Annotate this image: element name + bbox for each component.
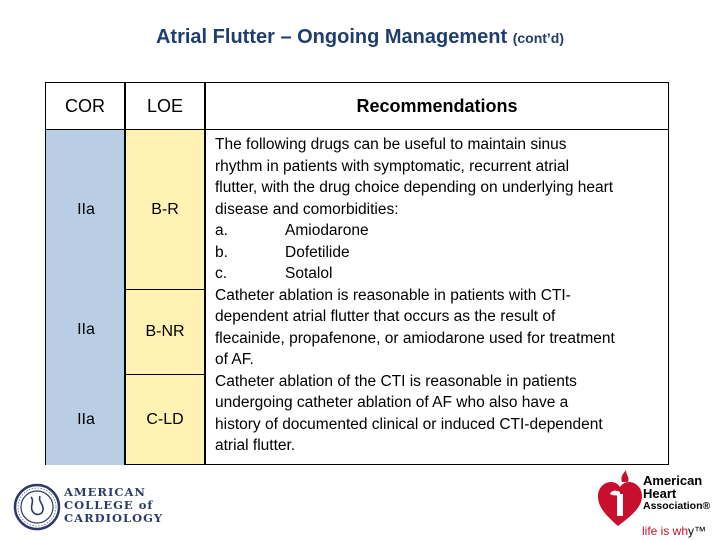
- recommendations-column: [205, 82, 669, 465]
- cor-cell-2: IIa: [77, 321, 95, 338]
- acc-wordmark: [64, 486, 163, 525]
- header-recommendations: Recommendations: [205, 82, 669, 130]
- drug-letter: a.: [215, 222, 228, 239]
- rec3-line: undergoing catheter ablation of AF who also have a: [215, 394, 569, 411]
- loe-cell-1: B-R: [125, 130, 205, 290]
- aha-line2: Heart: [643, 486, 677, 501]
- rec1-line: rhythm in patients with symptomatic, recurrent atrial: [215, 157, 570, 175]
- drug-name: Sotalol: [285, 265, 333, 282]
- aha-tagline: [642, 524, 706, 538]
- drug-item-c: [215, 263, 667, 285]
- cor-column: [45, 130, 125, 465]
- loe-column: [125, 130, 205, 465]
- acc-line1: AMERICAN: [64, 485, 146, 499]
- drug-item-a: [215, 220, 667, 242]
- title-main: Atrial Flutter – Ongoing Management: [155, 26, 513, 48]
- acc-line3: CARDIOLOGY: [64, 511, 164, 525]
- header-loe: LOE: [125, 82, 205, 130]
- aha-tag-life: life is wh: [642, 524, 689, 538]
- title-suffix: (cont’d): [512, 30, 565, 46]
- aha-line1: American: [643, 473, 703, 488]
- cor-cell-1: IIa: [77, 201, 95, 218]
- rec1-line: disease and comorbidities:: [215, 200, 399, 218]
- page-title: [0, 26, 720, 49]
- rec2-line: flecainide, propafenone, or amiodarone used for treatment: [215, 329, 615, 347]
- drug-name: Amiodarone: [285, 222, 369, 239]
- rec2-line: Catheter ablation is reasonable in patients with CTI-: [215, 286, 571, 304]
- rec1-line: flutter, with the drug choice depending on underlying heart: [215, 179, 614, 196]
- header-cor: COR: [45, 82, 125, 130]
- aha-reg: ®: [702, 500, 711, 512]
- recommendations-body: [205, 130, 669, 465]
- acc-line2: COLLEGE of: [64, 498, 154, 512]
- rec3-line: Catheter ablation of the CTI is reasonable in patients: [215, 372, 577, 390]
- aha-wordmark: [643, 474, 710, 513]
- aha-tag-rest: y™: [688, 524, 707, 538]
- drug-letter: b.: [215, 243, 228, 261]
- rec2-line: dependent atrial flutter that occurs as the result of: [215, 308, 556, 325]
- rec3-line: history of documented clinical or induced CTI-dependent: [215, 415, 603, 433]
- recommendation-table: [45, 82, 669, 465]
- rec1-line: The following drugs can be useful to maintain sinus: [215, 136, 567, 153]
- loe-cell-2: B-NR: [125, 290, 205, 375]
- loe-cell-3: C-LD: [125, 375, 205, 465]
- rec2-line: of AF.: [215, 351, 254, 368]
- drug-item-b: [215, 242, 667, 264]
- cor-cell-3: IIa: [77, 411, 95, 428]
- aha-line3-wrap: [643, 500, 710, 513]
- aha-line3: Association: [643, 500, 703, 512]
- drug-letter: c.: [215, 265, 228, 282]
- rec3-line: atrial flutter.: [215, 437, 296, 454]
- recommendations-text: [215, 134, 667, 457]
- drug-name: Dofetilide: [285, 243, 350, 261]
